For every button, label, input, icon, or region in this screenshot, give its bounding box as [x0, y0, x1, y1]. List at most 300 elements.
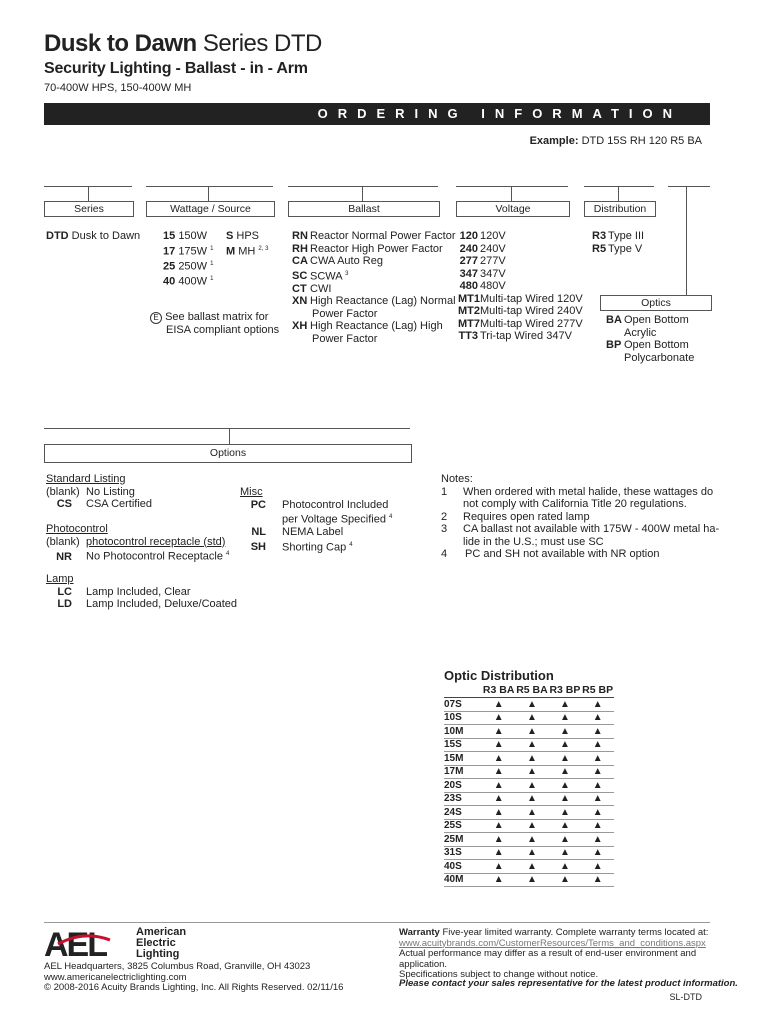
ael-logo-text: AEL: [44, 930, 106, 958]
option-code: LC: [57, 585, 72, 598]
voltage-label: 277V: [480, 255, 506, 267]
misc-heading: Misc: [240, 486, 263, 498]
table-row: [444, 738, 614, 752]
ballast-item: [292, 255, 456, 268]
company-contact: [44, 962, 343, 994]
optic-distribution-table: [444, 683, 614, 887]
ballast-connector: [362, 186, 363, 201]
triangle-icon: ▲: [549, 738, 582, 752]
triangle-icon: ▲: [482, 873, 515, 887]
series-label: Dusk to Dawn: [71, 230, 141, 242]
table-row: [444, 752, 614, 766]
optic-distribution-title: Optic Distribution: [444, 668, 554, 683]
triangle-icon: ▲: [515, 752, 548, 766]
triangle-icon: ▲: [581, 765, 614, 779]
voltage-code: MT7: [458, 317, 480, 330]
ballast-label: Reactor Normal Power Factor: [310, 230, 456, 242]
example-value: DTD 15S RH 120 R5 BA: [581, 135, 702, 147]
distribution-code: R5: [592, 242, 607, 255]
triangle-icon: ▲: [581, 833, 614, 847]
voltage-item: [458, 255, 583, 268]
distribution-label: Type V: [608, 242, 643, 255]
optics-field-box: [600, 295, 712, 311]
option-label: No Photocontrol Receptacle: [86, 550, 223, 563]
table-row: [444, 779, 614, 793]
note-text: Requires open rated lamp: [463, 510, 590, 523]
footnote-ref: 4: [349, 541, 353, 548]
ael-logo: [44, 930, 129, 958]
note-number: 1: [441, 485, 448, 498]
ballast-label: SCWA: [310, 270, 342, 283]
voltage-code: 277: [459, 255, 478, 267]
table-row: [444, 698, 614, 712]
optic-row-label: 25S: [444, 819, 482, 833]
triangle-icon: ▲: [549, 698, 582, 712]
triangle-icon: ▲: [549, 819, 582, 833]
triangle-icon: ▲: [549, 846, 582, 860]
footnote-ref: 2, 3: [258, 245, 269, 252]
photocontrol-heading: Photocontrol: [46, 523, 108, 535]
warranty-block: [399, 928, 729, 981]
ballast-label: High Reactance (Lag) Normal: [310, 295, 456, 308]
distribution-label: Type III: [608, 230, 645, 242]
triangle-icon: ▲: [549, 833, 582, 847]
triangle-icon: ▲: [482, 711, 515, 725]
company-name: [136, 927, 186, 960]
voltage-label: Tri-tap Wired 347V: [480, 330, 572, 342]
wattage-item: [163, 230, 213, 243]
voltage-field-label: Voltage: [495, 203, 531, 215]
triangle-icon: ▲: [549, 792, 582, 806]
notes: [441, 473, 731, 561]
ballast-label: CWA Auto Reg: [310, 255, 383, 267]
optic-row-label: 07S: [444, 698, 482, 712]
triangle-icon: ▲: [549, 765, 582, 779]
triangle-icon: ▲: [482, 738, 515, 752]
option-label: CSA Certified: [86, 498, 153, 510]
source-list: [226, 230, 268, 258]
option-label: No Listing: [86, 485, 135, 498]
voltage-label: 240V: [480, 242, 506, 255]
optic-row-label: 40M: [444, 873, 482, 887]
note-item: [441, 548, 731, 561]
optics-field-label: Optics: [641, 297, 671, 309]
triangle-icon: ▲: [515, 873, 548, 887]
ordering-information-label: ORDERING INFORMATION: [317, 106, 682, 121]
triangle-icon: ▲: [549, 806, 582, 820]
option-label-continued: [240, 511, 392, 526]
warranty-line: [399, 928, 729, 939]
footnote-ref: 3: [345, 270, 349, 277]
triangle-icon: ▲: [515, 833, 548, 847]
table-row: [444, 806, 614, 820]
triangle-icon: ▲: [515, 792, 548, 806]
wattage-code: 15: [163, 230, 176, 242]
triangle-icon: ▲: [581, 819, 614, 833]
distribution-entry-line: [584, 186, 654, 187]
warranty-link[interactable]: www.acuitybrands.com/CustomerResources/Terms_and_conditions.aspx: [399, 937, 706, 949]
triangle-icon: ▲: [581, 698, 614, 712]
eisa-note: [150, 311, 279, 337]
ballast-label: Reactor High Power Factor: [310, 242, 443, 255]
distribution-list: [592, 230, 644, 255]
table-row: [444, 819, 614, 833]
table-row: [444, 873, 614, 887]
footnote-ref: 1: [210, 260, 214, 267]
triangle-icon: ▲: [549, 860, 582, 874]
triangle-icon: ▲: [482, 833, 515, 847]
note-text: When ordered with metal halide, these wattages do: [463, 485, 714, 498]
wattage-connector: [208, 186, 209, 201]
ordering-information-bar: [44, 103, 710, 125]
voltage-code: 120: [459, 230, 478, 242]
ballast-label: CWI: [310, 282, 332, 295]
ballast-label-continued: Power Factor: [312, 332, 378, 345]
table-row: [444, 833, 614, 847]
optics-entry-line: [668, 186, 710, 187]
footnote-ref: 4: [389, 514, 393, 520]
note-text: PC and SH not available with NR option: [465, 548, 660, 560]
triangle-icon: ▲: [549, 779, 582, 793]
voltage-code: MT1: [458, 292, 480, 305]
option-item: [46, 498, 152, 511]
ballast-code: CT: [292, 282, 307, 295]
voltage-item: [458, 280, 583, 293]
ballast-item: [292, 243, 456, 256]
optics-code: BP: [606, 339, 622, 351]
wattage-item: [163, 243, 213, 258]
triangle-icon: ▲: [515, 779, 548, 793]
ballast-code: RH: [292, 242, 308, 255]
source-item: [226, 243, 268, 258]
option-item: [46, 548, 229, 563]
document-code: SL-DTD: [669, 992, 702, 1002]
triangle-icon: ▲: [482, 725, 515, 739]
options-connector: [229, 428, 230, 444]
note-item: [441, 511, 731, 524]
series-option: [46, 230, 140, 243]
optic-row-label: 10S: [444, 711, 482, 725]
note-number: 3: [441, 523, 448, 535]
distribution-field-box: [584, 201, 656, 217]
optic-row-label: 23S: [444, 792, 482, 806]
note-text: not comply with California Title 20 regulations.: [463, 498, 687, 510]
table-header: R5 BP: [582, 684, 614, 696]
source-label: MH: [238, 245, 256, 258]
ballast-list: [292, 230, 456, 345]
ballast-label-continued: Power Factor: [312, 307, 378, 320]
optics-label-continued: Acrylic: [624, 326, 657, 339]
table-header: R3 BA: [482, 684, 515, 696]
company-name-line: Electric: [136, 937, 176, 949]
wattage-list: [163, 230, 213, 288]
wattage-label: 175W: [178, 245, 208, 258]
copyright: © 2008-2016 Acuity Brands Lighting, Inc. All Rights Reserved. 02/11/16: [44, 982, 344, 993]
ballast-code: CA: [292, 255, 308, 267]
triangle-icon: ▲: [581, 779, 614, 793]
triangle-icon: ▲: [515, 698, 548, 712]
ael-logo-graphic: [44, 930, 129, 958]
disclaimer: Specifications subject to change without notice.: [399, 969, 599, 980]
note-item: [441, 486, 731, 499]
triangle-icon: ▲: [482, 819, 515, 833]
example-code: [530, 135, 702, 147]
table-row: [444, 765, 614, 779]
triangle-icon: ▲: [581, 792, 614, 806]
source-code: M: [226, 245, 236, 258]
triangle-icon: ▲: [515, 846, 548, 860]
ballast-field-box: [288, 201, 440, 217]
triangle-icon: ▲: [515, 819, 548, 833]
page-subtitle: Security Lighting - Ballast - in - Arm: [44, 60, 308, 77]
option-item: [240, 499, 392, 512]
voltage-list: [458, 230, 583, 343]
source-code: S: [226, 230, 234, 242]
optics-label: Open Bottom: [624, 339, 689, 351]
footnote-ref: 1: [210, 245, 214, 252]
series-field-label: Series: [74, 203, 104, 215]
ballast-item: [292, 295, 456, 308]
table-row: [444, 846, 614, 860]
company-address: AEL Headquarters, 3825 Columbus Road, Granville, OH 43023: [44, 961, 311, 972]
option-code: NL: [251, 526, 266, 539]
optics-item: [606, 314, 694, 327]
triangle-icon: ▲: [515, 711, 548, 725]
optic-row-label: 40S: [444, 860, 482, 874]
option-label: NEMA Label: [282, 526, 344, 539]
option-item: [46, 486, 152, 499]
voltage-label: 120V: [480, 230, 506, 242]
source-item: [226, 230, 268, 243]
voltage-code: 240: [459, 242, 478, 255]
table-header-row: [444, 683, 614, 698]
voltage-label: 347V: [480, 267, 506, 280]
voltage-code: 347: [459, 267, 478, 280]
lamp-group: [46, 573, 237, 611]
source-label: HPS: [236, 230, 260, 242]
ballast-item: [292, 268, 456, 283]
optic-row-label: 15M: [444, 752, 482, 766]
ballast-entry-line: [288, 186, 438, 187]
voltage-item: [458, 305, 583, 318]
option-code: SH: [250, 541, 266, 554]
triangle-icon: ▲: [581, 711, 614, 725]
options-field-label: Options: [209, 447, 247, 459]
distribution-code: R3: [592, 230, 607, 242]
company-name-line: Lighting: [136, 948, 180, 960]
wattage-item: [163, 273, 213, 288]
optics-label: Open Bottom: [624, 314, 689, 326]
triangle-icon: ▲: [482, 752, 515, 766]
ballast-item: [292, 230, 456, 243]
voltage-connector: [511, 186, 512, 201]
triangle-icon: ▲: [581, 738, 614, 752]
ballast-code: XH: [292, 320, 308, 333]
table-row: [444, 860, 614, 874]
triangle-icon: ▲: [515, 860, 548, 874]
option-label: Shorting Cap: [282, 541, 347, 554]
triangle-icon: ▲: [549, 752, 582, 766]
voltage-label: 480V: [480, 280, 506, 292]
optic-row-label: 25M: [444, 833, 482, 847]
title-series-code: Series DTD: [202, 30, 322, 57]
distribution-item: [592, 230, 644, 243]
voltage-label: Multi-tap Wired 240V: [480, 305, 583, 317]
triangle-icon: ▲: [482, 806, 515, 820]
company-name-line: American: [136, 926, 187, 938]
optics-list: [606, 314, 694, 364]
footnote-ref: 4: [226, 551, 230, 557]
triangle-icon: ▲: [482, 846, 515, 860]
option-code: PC: [250, 498, 266, 511]
ballast-item: [292, 320, 456, 333]
distribution-item: [592, 243, 644, 256]
warranty-text: Five-year limited warranty. Complete warranty terms located at:: [442, 927, 709, 938]
option-code: CS: [56, 498, 72, 510]
wattage-label: 400W: [178, 275, 208, 288]
lamp-heading: Lamp: [46, 573, 74, 585]
notes-heading: Notes:: [441, 473, 473, 485]
example-label: Example:: [529, 135, 579, 147]
series-code: DTD: [46, 230, 69, 242]
voltage-entry-line: [456, 186, 568, 187]
table-header-blank: [444, 683, 482, 698]
ballast-code: SC: [292, 270, 308, 283]
company-website[interactable]: www.americanelectriclighting.com: [44, 971, 187, 983]
table-row: [444, 711, 614, 725]
triangle-icon: ▲: [515, 806, 548, 820]
option-item: [240, 539, 392, 554]
triangle-icon: ▲: [581, 752, 614, 766]
option-label: Photocontrol Included: [282, 498, 389, 511]
distribution-connector: [618, 186, 619, 201]
wattage-entry-line: [146, 186, 273, 187]
table-row: [444, 725, 614, 739]
triangle-icon: ▲: [482, 765, 515, 779]
ballast-code: RN: [292, 230, 308, 242]
optic-row-label: 24S: [444, 806, 482, 820]
voltage-label: Multi-tap Wired 120V: [480, 292, 583, 305]
option-code: NR: [56, 550, 72, 563]
misc-group: [240, 486, 392, 554]
title-series-name: Dusk to Dawn: [44, 30, 197, 57]
option-code: (blank): [46, 535, 80, 548]
optic-row-label: 31S: [444, 846, 482, 860]
option-label: Lamp Included, Deluxe/Coated: [86, 598, 238, 610]
ballast-item: [292, 283, 456, 296]
triangle-icon: ▲: [515, 725, 548, 739]
voltage-code: 480: [459, 280, 478, 292]
wattage-code: 40: [163, 275, 176, 288]
voltage-field-box: [456, 201, 570, 217]
footer-divider: [44, 922, 710, 923]
option-label-continued-text: per Voltage Specified: [282, 513, 386, 526]
wattage-range: 70-400W HPS, 150-400W MH: [44, 82, 192, 94]
triangle-icon: ▲: [549, 873, 582, 887]
optics-code: BA: [606, 314, 622, 326]
wattage-label: 250W: [178, 260, 208, 273]
eisa-note-line: [150, 311, 279, 324]
note-number: 4: [441, 548, 448, 560]
disclaimer: Actual performance may differ as a result of end-user environment and application.: [399, 948, 697, 970]
optics-connector: [686, 186, 687, 295]
optic-row-label: 17M: [444, 765, 482, 779]
triangle-icon: ▲: [581, 873, 614, 887]
contact-note: Please contact your sales representative for the latest product information.: [399, 978, 738, 989]
optics-label-continued: Polycarbonate: [624, 351, 695, 364]
triangle-icon: ▲: [581, 725, 614, 739]
eisa-note-text: EISA compliant options: [166, 324, 280, 336]
note-text: CA ballast not available with 175W - 400W metal ha-: [463, 523, 720, 535]
voltage-item: [458, 230, 583, 243]
standard-listing-heading: Standard Listing: [46, 473, 126, 485]
triangle-icon: ▲: [482, 698, 515, 712]
note-item: [441, 523, 731, 536]
triangle-icon: ▲: [515, 765, 548, 779]
wattage-code: 17: [163, 245, 176, 258]
series-field-box: [44, 201, 134, 217]
warranty-label: Warranty: [399, 927, 440, 938]
eisa-icon: E: [150, 312, 162, 324]
option-code: (blank): [46, 485, 80, 498]
triangle-icon: ▲: [549, 725, 582, 739]
series-connector: [88, 186, 89, 201]
voltage-label: Multi-tap Wired 277V: [480, 317, 583, 330]
triangle-icon: ▲: [581, 860, 614, 874]
triangle-icon: ▲: [482, 792, 515, 806]
triangle-icon: ▲: [581, 806, 614, 820]
optic-row-label: 15S: [444, 738, 482, 752]
optic-row-label: 10M: [444, 725, 482, 739]
triangle-icon: ▲: [482, 779, 515, 793]
triangle-icon: ▲: [581, 846, 614, 860]
table-row: [444, 792, 614, 806]
footnote-ref: 1: [210, 275, 214, 282]
triangle-icon: ▲: [515, 738, 548, 752]
table-header: R5 BA: [516, 684, 548, 696]
options-field-box: [44, 444, 412, 463]
photocontrol-group: [46, 523, 229, 563]
standard-listing-group: [46, 473, 152, 511]
note-number: 2: [441, 510, 448, 523]
wattage-label: 150W: [178, 230, 208, 242]
voltage-item: [458, 330, 583, 343]
option-code: LD: [57, 598, 72, 610]
wattage-field-label: Wattage / Source: [170, 203, 251, 215]
table-header: R3 BP: [549, 684, 581, 696]
voltage-code: TT3: [458, 330, 478, 342]
voltage-item: [458, 293, 583, 306]
option-item: [46, 586, 237, 599]
page-title: [44, 30, 322, 58]
eisa-note-text: See ballast matrix for: [165, 311, 269, 323]
option-item: [240, 526, 392, 539]
voltage-code: MT2: [458, 305, 480, 317]
option-item: [46, 536, 229, 549]
ballast-label: High Reactance (Lag) High: [310, 320, 443, 333]
voltage-item: [458, 318, 583, 331]
wattage-code: 25: [163, 260, 176, 273]
distribution-field-label: Distribution: [593, 203, 647, 215]
triangle-icon: ▲: [482, 860, 515, 874]
note-text: lide in the U.S.; must use SC: [463, 535, 604, 548]
ballast-field-label: Ballast: [348, 203, 380, 215]
option-label: Lamp Included, Clear: [86, 585, 191, 598]
optics-item: [606, 339, 694, 352]
options-entry-line: [44, 428, 410, 429]
triangle-icon: ▲: [549, 711, 582, 725]
wattage-field-box: [146, 201, 275, 217]
